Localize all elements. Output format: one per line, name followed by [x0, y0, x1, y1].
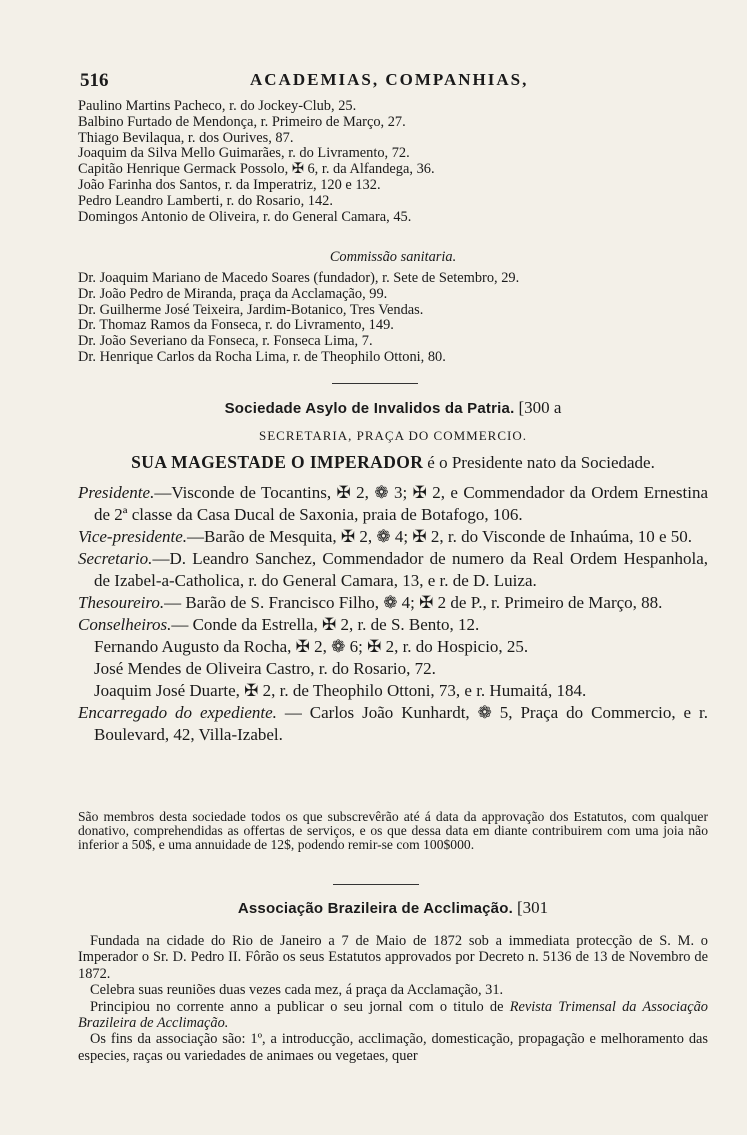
acclimacao-heading [78, 898, 708, 918]
asylo-entries [78, 482, 708, 746]
list-item: Joaquim José Duarte, ✠ 2, r. de Theophilo Ottoni, 73, e r. Humaitá, 184. [94, 681, 587, 700]
list-item: Joaquim da Silva Mello Guimarães, r. do Livramento, 72. [78, 145, 410, 162]
list-item: João Farinha dos Santos, r. da Imperatriz, 120 e 132. [78, 176, 381, 193]
list-item: Thiago Bevilaqua, r. dos Ourives, 87. [78, 129, 294, 146]
list-item: Fernando Augusto da Rocha, ✠ 2, ❁ 6; ✠ 2, r. do Hospicio, 25. [94, 637, 529, 656]
list-item: Pedro Leandro Lamberti, r. do Rosario, 142. [78, 192, 333, 209]
asylo-heading [78, 398, 708, 418]
paragraph: Celebra suas reuniões duas vezes cada mez, á praça da Acclamação, 31. [90, 982, 504, 999]
list-item: José Mendes de Oliveira Castro, r. do Rosario, 72. [94, 659, 436, 678]
role-label: Conselheiros. [78, 615, 172, 634]
divider [332, 383, 418, 384]
page-number: 516 [80, 70, 109, 91]
list-item: Dr. Joaquim Mariano de Macedo Soares (fundador), r. Sete de Setembro, 29. [78, 270, 520, 286]
role-label: Encarregado do expediente. [78, 703, 277, 722]
entry-text: — Carlos João Kunhardt, ❁ 5, Praça do Commercio, e r. Boulevard, 42, Villa-Izabel. [94, 703, 709, 744]
members-top-list [78, 99, 708, 225]
paragraph: Os fins da associação são: 1º, a introducção, acclimação, domesticação, propagação e melhoramento das especies, raças ou variedades de animaes ou vegetaes, quer [78, 1031, 708, 1064]
list-item: Balbino Furtado de Mendonça, r. Primeiro de Março, 27. [78, 113, 406, 130]
entry-thesoureiro [78, 592, 708, 614]
role-label: Presidente. [78, 483, 155, 502]
paragraph-text: Principiou no corrente anno a publicar o seu jornal com o titulo de [90, 998, 504, 1015]
asylo-title: Sociedade Asylo de Invalidos da Patria. [224, 400, 515, 417]
emperor-rest: é o Presidente nato da Sociedade. [427, 453, 655, 472]
list-item: Dr. João Pedro de Miranda, praça da Acclamação, 99. [78, 285, 388, 302]
divider [333, 884, 419, 885]
acclimacao-body [78, 933, 708, 1064]
page-header [80, 70, 700, 96]
running-title: ACADEMIAS, COMPANHIAS, [250, 70, 529, 89]
asylo-secretaria: SECRETARIA, PRAÇA DO COMMERCIO. [259, 428, 527, 443]
acclimacao-number: [301 [516, 898, 549, 917]
list-item: Dr. Henrique Carlos da Rocha Lima, r. de Theophilo Ottoni, 80. [78, 348, 446, 365]
journal-title: Revista Trimensal da Associação Brazileira de Acclimação. [78, 998, 708, 1032]
paragraph [78, 999, 708, 1032]
entry-text: —Visconde de Tocantins, ✠ 2, ❁ 3; ✠ 2, e Commendador da Ordem Ernestina de 2ª classe da Casa Ducal de Saxonia, praia de Botafogo, 106. [94, 483, 708, 524]
entry-presidente [78, 482, 708, 526]
conselheiros-more [78, 636, 708, 702]
list-item: Dr. Guilherme José Teixeira, Jardim-Botanico, Tres Vendas. [78, 301, 424, 318]
asylo-note: São membros desta sociedade todos os que subscrevêrão até á data da approvação dos Estatutos, com qualquer donativo, comprehendidas as offertas de serviços, e os que dessa data em diante contribuirem com uma joia não inferior a 50$, e uma annuidade de 12$, podendo remir-se com 100$000. [78, 809, 708, 852]
entry-secretario [78, 548, 708, 592]
role-label: Vice-presidente. [78, 527, 188, 546]
list-item: Domingos Antonio de Oliveira, r. do General Camara, 45. [78, 208, 412, 225]
emperor-line [78, 452, 708, 473]
entry-text: —D. Leandro Sanchez, Commendador de numero da Real Ordem Hespanhola, de Izabel-a-Catholica, r. do General Camara, 13, e r. de D. Luiza. [94, 549, 708, 590]
entry-text: — Conde da Estrella, ✠ 2, r. de S. Bento, 12. [171, 615, 480, 634]
list-item: Capitão Henrique Germack Possolo, ✠ 6, r. da Alfandega, 36. [78, 161, 435, 178]
emperor-title: SUA MAGESTADE O IMPERADOR [131, 452, 424, 472]
list-item: Dr. Thomaz Ramos da Fonseca, r. do Livramento, 149. [78, 317, 394, 334]
entry-encarregado [78, 702, 708, 746]
entry-vice-presidente [78, 526, 708, 548]
role-label: Secretario. [78, 549, 153, 568]
commissao-list [78, 271, 708, 366]
entry-text: —Barão de Mesquita, ✠ 2, ❁ 4; ✠ 2, r. do Visconde de Inhaúma, 10 e 50. [187, 527, 693, 546]
entry-conselheiros [78, 614, 708, 636]
commissao-title: Commissão sanitaria. [329, 249, 457, 265]
paragraph: Fundada na cidade do Rio de Janeiro a 7 de Maio de 1872 sob a immediata protecção de S. M. o Imperador o Sr. D. Pedro II. Fôrão os seus Estatutos approvados por Decreto n. 5136 de 13 de Novembro de 1872. [78, 933, 708, 982]
list-item: Paulino Martins Pacheco, r. do Jockey-Club, 25. [78, 98, 357, 114]
list-item: Dr. João Severiano da Fonseca, r. Fonseca Lima, 7. [78, 333, 373, 350]
role-label: Thesoureiro. [78, 593, 165, 612]
entry-text: — Barão de S. Francisco Filho, ❁ 4; ✠ 2 de P., r. Primeiro de Março, 88. [164, 593, 663, 612]
asylo-number: [300 a [518, 398, 562, 417]
acclimacao-title: Associação Brazileira de Acclimação. [237, 900, 513, 917]
